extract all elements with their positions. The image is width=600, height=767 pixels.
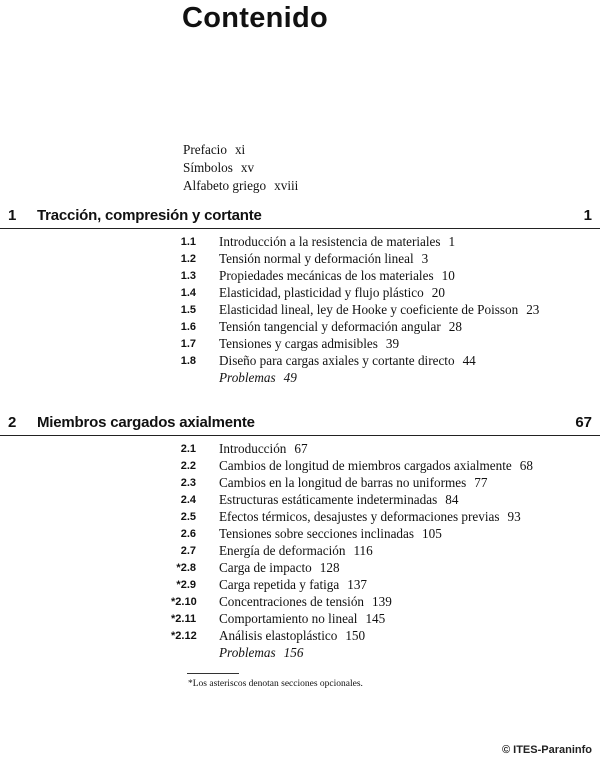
section-title: Energía de deformación 116 (219, 543, 373, 558)
section-page: 137 (347, 577, 368, 592)
section-number: 2.3 (180, 477, 196, 489)
section-title: Propiedades mecánicas de los materiales 10 (219, 268, 455, 283)
toc-entry (0, 509, 600, 526)
section-title: Tensión tangencial y deformación angular 28 (219, 319, 462, 334)
toc-entry (0, 251, 600, 268)
section-title: Cambios en la longitud de barras no uniformes 77 (219, 475, 488, 490)
section-page: 23 (526, 302, 540, 317)
section-number: 2.2 (180, 460, 196, 472)
section-page: 67 (294, 441, 308, 456)
section-number: 2.6 (180, 528, 196, 540)
section-number: *2.12 (171, 630, 197, 642)
section-number: 1.1 (180, 236, 196, 248)
section-number: 2.4 (180, 494, 196, 506)
front-matter-item: Alfabeto griego xviii (183, 178, 299, 193)
toc-entry (0, 234, 600, 251)
section-number: 1.8 (180, 355, 196, 367)
section-number: 1.5 (180, 304, 196, 316)
chapter-page: 1 (583, 207, 592, 224)
front-matter-item: Símbolos xv (183, 160, 255, 175)
section-number: 1.3 (180, 270, 196, 282)
toc-entry (0, 645, 600, 662)
section-title: Carga de impacto 128 (219, 560, 340, 575)
chapter-title: Tracción, compresión y cortante (37, 207, 262, 224)
toc-entry (0, 458, 600, 475)
section-title: Elasticidad, plasticidad y flujo plástico 20 (219, 285, 445, 300)
section-page: 39 (385, 336, 400, 351)
section-title: Concentraciones de tensión 139 (219, 594, 392, 609)
section-title: Tensión normal y deformación lineal 3 (219, 251, 429, 266)
section-page: 49 (283, 370, 297, 385)
section-number: *2.10 (171, 596, 197, 608)
chapter-title: Miembros cargados axialmente (37, 414, 255, 431)
section-title: Introducción 67 (219, 441, 308, 456)
section-title: Carga repetida y fatiga 137 (219, 577, 368, 592)
section-page: 3 (421, 251, 429, 266)
section-number: 1.4 (180, 287, 196, 299)
toc-entry (0, 302, 600, 319)
section-number: *2.9 (176, 579, 196, 591)
toc-entry (0, 594, 600, 611)
chapter-sections (0, 234, 600, 387)
section-page: 105 (422, 526, 442, 541)
section-number: *2.8 (176, 562, 196, 574)
chapter-sections (0, 441, 600, 662)
section-number: 2.1 (180, 443, 196, 455)
toc-entry (0, 577, 600, 594)
section-title: Diseño para cargas axiales y cortante directo 44 (219, 353, 476, 368)
front-matter-item: Prefacio xi (183, 142, 246, 157)
toc-entry (0, 319, 600, 336)
toc-entry (0, 526, 600, 543)
section-title: Problemas 49 (219, 370, 297, 385)
section-page: 84 (445, 492, 459, 507)
section-title: Elasticidad lineal, ley de Hooke y coeficiente de Poisson 23 (219, 302, 540, 317)
section-title: Cambios de longitud de miembros cargados axialmente 68 (219, 458, 533, 473)
section-title: Tensiones y cargas admisibles 39 (219, 336, 400, 351)
section-title: Introducción a la resistencia de materiales 1 (219, 234, 456, 249)
section-page: 1 (448, 234, 456, 249)
section-page: 68 (519, 458, 533, 473)
section-page: 116 (353, 543, 373, 558)
section-title: Efectos térmicos, desajustes y deformaciones previas 93 (219, 509, 521, 524)
section-page: 128 (319, 560, 340, 575)
toc-entry (0, 336, 600, 353)
section-page: 28 (448, 319, 462, 334)
section-page: 77 (474, 475, 488, 490)
toc-entry (0, 611, 600, 628)
section-page: 156 (283, 645, 304, 660)
section-page: 20 (431, 285, 445, 300)
toc-entry (0, 475, 600, 492)
section-page: 10 (441, 268, 455, 283)
section-page: 150 (345, 628, 366, 643)
toc-entry (0, 285, 600, 302)
toc-entry (0, 441, 600, 458)
toc-entry (0, 543, 600, 560)
section-number: 1.6 (180, 321, 196, 333)
section-number: *2.11 (171, 613, 197, 625)
footnote-divider (187, 673, 239, 674)
section-number: 2.7 (180, 545, 196, 557)
section-number: 2.5 (180, 511, 196, 523)
section-title: Problemas 156 (219, 645, 304, 660)
footnote: *Los asteriscos denotan secciones opcionales. (188, 679, 363, 689)
toc-entry (0, 492, 600, 509)
chapter-number: 1 (8, 207, 17, 224)
toc-entry (0, 628, 600, 645)
toc-entry (0, 268, 600, 285)
section-title: Comportamiento no lineal 145 (219, 611, 386, 626)
section-number: 1.2 (180, 253, 196, 265)
front-matter (183, 141, 298, 195)
toc-entry (0, 560, 600, 577)
section-page: 139 (372, 594, 392, 609)
section-title: Análisis elastoplástico 150 (219, 628, 366, 643)
chapter-page: 67 (575, 414, 592, 431)
section-title: Tensiones sobre secciones inclinadas 105 (219, 526, 442, 541)
section-page: 145 (365, 611, 386, 626)
section-number: 1.7 (180, 338, 196, 350)
section-page: 44 (462, 353, 476, 368)
section-page: 93 (507, 509, 521, 524)
page-title: Contenido (182, 2, 329, 34)
chapter-divider (0, 435, 600, 436)
toc-entry (0, 353, 600, 370)
section-title: Estructuras estáticamente indeterminadas 84 (219, 492, 459, 507)
toc-entry (0, 370, 600, 387)
copyright: © ITES-Paraninfo (501, 744, 592, 756)
chapter-divider (0, 228, 600, 229)
chapter-number: 2 (8, 414, 17, 431)
